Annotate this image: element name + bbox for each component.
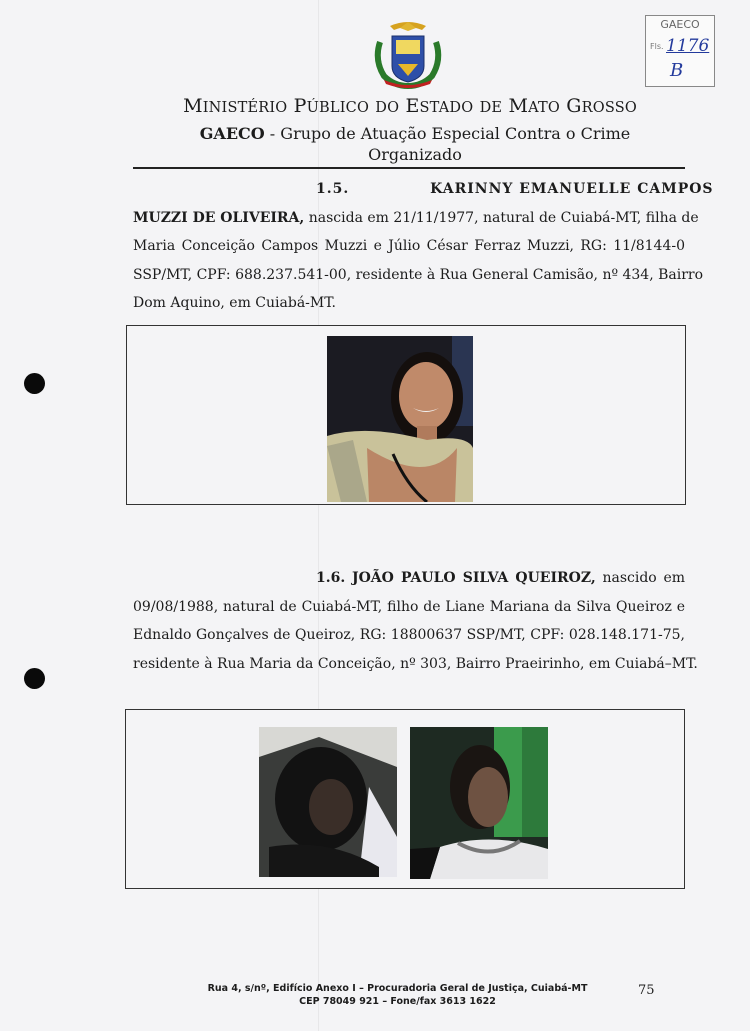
section-1-6-line2: 09/08/1988, natural de Cuiabá-MT, filho de Liane Mariana da Silva Queiroz e bbox=[133, 598, 685, 615]
stamp-page-number: 1176 bbox=[666, 36, 710, 56]
section-1-5-line4: Dom Aquino, em Cuiabá-MT. bbox=[133, 295, 336, 311]
footer-line2: CEP 78049 921 – Fone/fax 3613 1622 bbox=[299, 996, 496, 1007]
section-1-5-line2: Maria Conceição Campos Muzzi e Júlio César Ferraz Muzzi, RG: 11/8144-0 bbox=[133, 238, 685, 254]
header-divider bbox=[133, 167, 685, 169]
photo-frame-joao-paulo bbox=[125, 709, 685, 889]
stamp-title: GAECO bbox=[660, 18, 700, 31]
section-1-6-line4: residente à Rua Maria da Conceição, nº 303, Bairro Praeirinho, em Cuiabá–MT. bbox=[133, 655, 698, 672]
footer-line1: Rua 4, s/nº, Edifício Anexo I – Procuradoria Geral de Justiça, Cuiabá-MT bbox=[207, 983, 588, 994]
photo-joao-paulo-1 bbox=[259, 727, 397, 877]
section-1-5-line1: nascida em 21/11/1977, natural de Cuiabá-MT, filha de bbox=[308, 209, 699, 226]
section-1-5 bbox=[133, 175, 714, 318]
stamp-fls-label: Fls. bbox=[650, 42, 664, 51]
section-1-6 bbox=[133, 564, 698, 678]
section-1-6-line3: Ednaldo Gonçalves de Queiroz, RG: 18800637 SSP/MT, CPF: 028.148.171-75, bbox=[133, 627, 685, 643]
binder-hole-icon bbox=[24, 373, 45, 394]
section-1-6-number: 1.6. bbox=[316, 570, 346, 586]
section-1-5-name-part1: KARINNY EMANUELLE CAMPOS bbox=[430, 181, 714, 197]
section-1-5-number: 1.5. bbox=[316, 181, 350, 197]
photo-karinny bbox=[327, 336, 473, 502]
section-1-6-name: JOÃO PAULO SILVA QUEIROZ, bbox=[351, 570, 596, 586]
gaeco-page-stamp bbox=[645, 15, 715, 87]
organization-title: MINISTÉRIO PÚBLICO DO ESTADO DE MATO GROSSO bbox=[183, 95, 637, 117]
section-1-5-line3: SSP/MT, CPF: 688.237.541-00, residente à Rua General Camisão, nº 434, Bairro bbox=[133, 266, 704, 283]
gaeco-full-line1: Grupo de Atuação Especial Contra o Crime bbox=[280, 124, 631, 143]
photo-frame-karinny bbox=[126, 325, 686, 505]
photo-joao-paulo-2 bbox=[410, 727, 548, 879]
stamp-initial: B bbox=[670, 60, 684, 81]
gaeco-abbr: GAECO bbox=[199, 124, 265, 143]
gaeco-subtitle: GAECO - Grupo de Atuação Especial Contra o Crime Organizado bbox=[199, 124, 631, 164]
section-1-6-line1: nascido em bbox=[602, 570, 685, 586]
section-1-5-name-part2: MUZZI DE OLIVEIRA, bbox=[133, 209, 305, 226]
footer-address bbox=[180, 982, 615, 1008]
page-number: 75 bbox=[638, 983, 655, 998]
mato-grosso-coat-of-arms-icon bbox=[370, 20, 446, 90]
binder-hole-icon bbox=[24, 668, 45, 689]
gaeco-full-line2: Organizado bbox=[368, 145, 462, 164]
